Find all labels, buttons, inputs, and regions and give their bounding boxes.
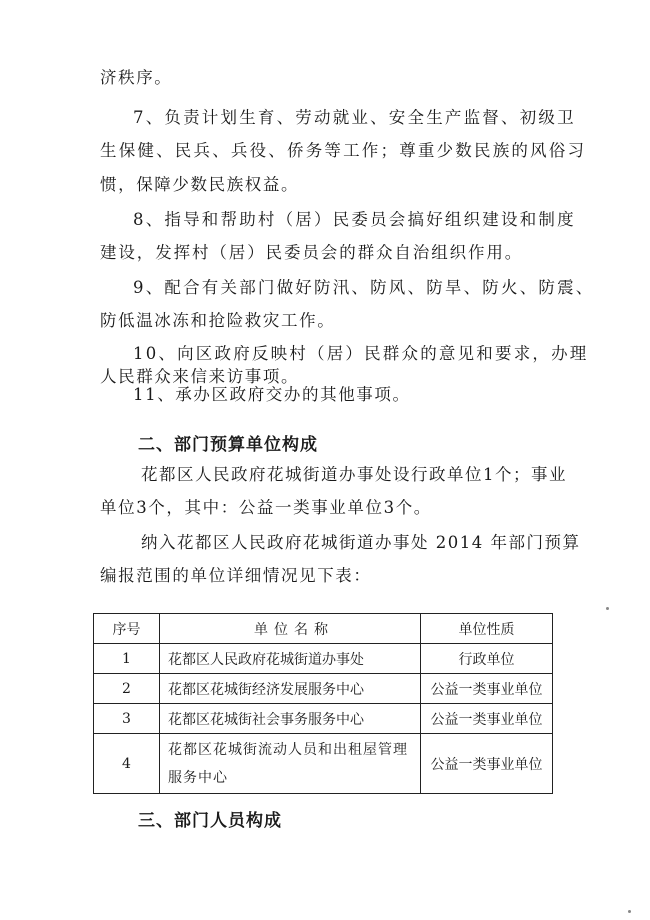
cell-type: 公益一类事业单位 — [421, 734, 553, 794]
cell-type: 公益一类事业单位 — [421, 674, 553, 704]
cell-no: 3 — [94, 704, 160, 734]
text-line: 10、向区政府反映村（居）民群众的意见和要求，办理 — [133, 344, 589, 363]
scan-speck — [628, 910, 631, 913]
text-line: 纳入花都区人民政府花城街道办事处 2014 年部门预算 — [141, 533, 581, 552]
section-heading: 三、部门人员构成 — [138, 811, 282, 831]
text-line: 编报范围的单位详细情况见下表： — [100, 566, 372, 585]
text-line: 花都区人民政府花城街道办事处设行政单位1个；事业 — [141, 465, 567, 484]
header-name: 单位名称 — [160, 614, 421, 644]
cell-no: 1 — [94, 644, 160, 674]
cell-type: 公益一类事业单位 — [421, 704, 553, 734]
text-line: 单位3个，其中：公益一类事业单位3个。 — [100, 498, 432, 517]
header-type: 单位性质 — [421, 614, 553, 644]
text-line: 9、配合有关部门做好防汛、防风、防旱、防火、防震、 — [133, 278, 595, 297]
cell-no: 2 — [94, 674, 160, 704]
text-line: 防低温冰冻和抢险救灾工作。 — [100, 311, 336, 330]
table-row — [94, 644, 553, 674]
cell-type: 行政单位 — [421, 644, 553, 674]
text-line: 11、承办区政府交办的其他事项。 — [133, 385, 411, 404]
units-table — [93, 613, 553, 794]
section-heading: 二、部门预算单位构成 — [138, 435, 318, 455]
text-line: 建设，发挥村（居）民委员会的群众自治组织作用。 — [100, 243, 524, 262]
text-line: 人民群众来信来访事项。 — [100, 367, 300, 386]
text-line: 8、指导和帮助村（居）民委员会搞好组织建设和制度 — [133, 210, 576, 229]
header-no: 序号 — [94, 614, 160, 644]
cell-name: 花都区花城街流动人员和出租屋管理服务中心 — [160, 734, 421, 794]
text-line: 生保健、民兵、兵役、侨务等工作；尊重少数民族的风俗习 — [100, 141, 587, 160]
table-row — [94, 704, 553, 734]
cell-name: 花都区人民政府花城街道办事处 — [160, 644, 421, 674]
text-line: 惯，保障少数民族权益。 — [100, 175, 300, 194]
table-header-row — [94, 614, 553, 644]
table-row — [94, 674, 553, 704]
cell-name: 花都区花城街社会事务服务中心 — [160, 704, 421, 734]
table-row — [94, 734, 553, 794]
text-line: 济秩序。 — [100, 68, 173, 87]
cell-no: 4 — [94, 734, 160, 794]
cell-name: 花都区花城街经济发展服务中心 — [160, 674, 421, 704]
text-line: 7、负责计划生育、劳动就业、安全生产监督、初级卫 — [133, 108, 576, 127]
scan-speck — [606, 607, 609, 610]
